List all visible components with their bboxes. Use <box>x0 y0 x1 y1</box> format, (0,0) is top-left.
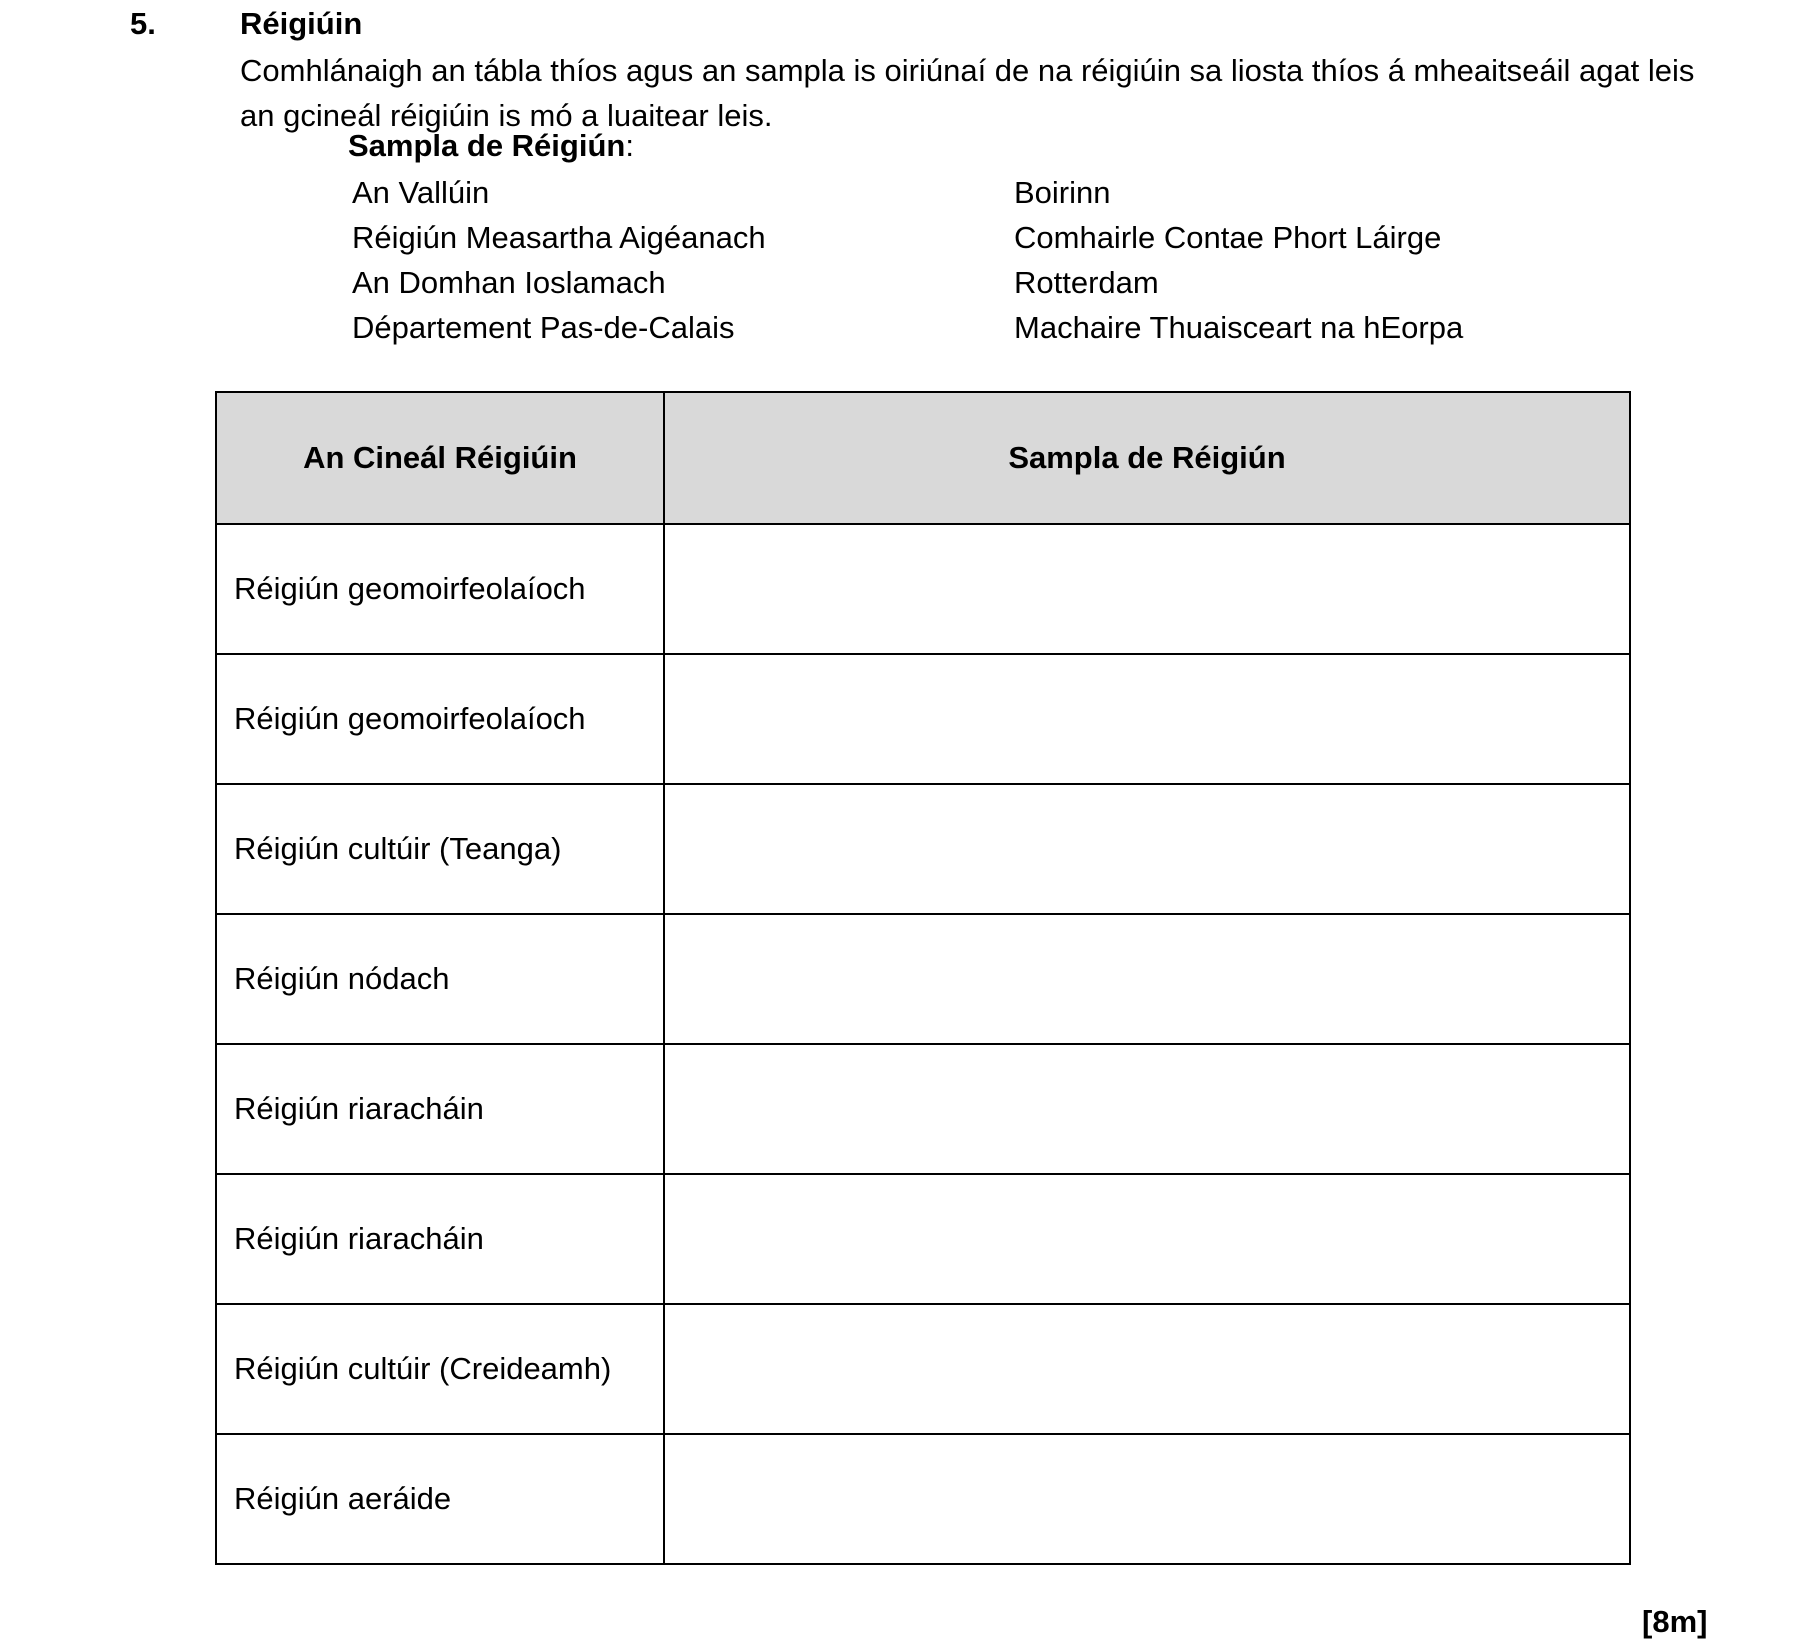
sample-item: An Domhan Ioslamach <box>352 265 666 300</box>
region-type-cell: Réigiún riaracháin <box>216 1044 664 1174</box>
question-instructions: Comhlánaigh an tábla thíos agus an sampla is oiriúnaí de na réigiúin sa liosta thíos á mheaitseáil agat leis an gcineál réigiúin is mó a luaitear leis. <box>240 53 1695 133</box>
sample-heading-colon: : <box>625 128 634 163</box>
table-row <box>216 1304 1630 1434</box>
sample-list-right <box>1014 170 1463 350</box>
region-type-cell: Réigiún geomoirfeolaíoch <box>216 524 664 654</box>
answer-cell[interactable] <box>664 654 1630 784</box>
table-row <box>216 1174 1630 1304</box>
answer-table <box>215 391 1631 1565</box>
sample-item: Comhairle Contae Phort Láirge <box>1014 220 1442 255</box>
sample-item: An Vallúin <box>352 175 490 210</box>
sample-item: Rotterdam <box>1014 265 1159 300</box>
table-row <box>216 1434 1630 1564</box>
sample-item: Boirinn <box>1014 175 1111 210</box>
header-region-sample: Sampla de Réigiún <box>664 392 1630 524</box>
table-row <box>216 524 1630 654</box>
sample-item: Réigiún Measartha Aigéanach <box>352 220 766 255</box>
sample-heading-label: Sampla de Réigiún <box>348 128 626 163</box>
answer-cell[interactable] <box>664 1174 1630 1304</box>
region-type-cell: Réigiún cultúir (Teanga) <box>216 784 664 914</box>
answer-cell[interactable] <box>664 784 1630 914</box>
region-type-cell: Réigiún aeráide <box>216 1434 664 1564</box>
answer-cell[interactable] <box>664 1304 1630 1434</box>
table-header-row <box>216 392 1630 524</box>
question-number: 5. <box>130 6 156 41</box>
question-title: Réigiúin <box>240 6 363 41</box>
table-row <box>216 914 1630 1044</box>
sample-list-left <box>352 170 766 350</box>
region-type-cell: Réigiún cultúir (Creideamh) <box>216 1304 664 1434</box>
region-type-cell: Réigiún riaracháin <box>216 1174 664 1304</box>
marks-label: [8m] <box>1642 1604 1708 1639</box>
answer-cell[interactable] <box>664 1044 1630 1174</box>
region-type-cell: Réigiún nódach <box>216 914 664 1044</box>
table-row <box>216 1044 1630 1174</box>
sample-item: Machaire Thuaisceart na hEorpa <box>1014 310 1464 345</box>
answer-cell[interactable] <box>664 1434 1630 1564</box>
region-type-cell: Réigiún geomoirfeolaíoch <box>216 654 664 784</box>
answer-cell[interactable] <box>664 524 1630 654</box>
table-row <box>216 654 1630 784</box>
sample-heading <box>348 128 634 164</box>
sample-item: Département Pas-de-Calais <box>352 310 735 345</box>
answer-cell[interactable] <box>664 914 1630 1044</box>
table-row <box>216 784 1630 914</box>
header-region-type: An Cineál Réigiúin <box>216 392 664 524</box>
